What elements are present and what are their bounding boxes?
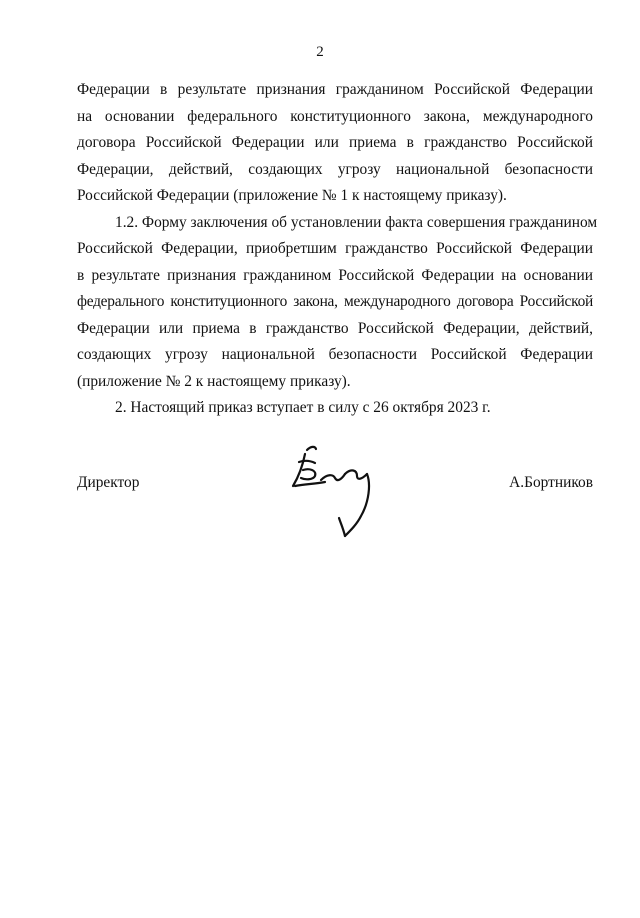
- text-line: Российской Федерации (приложение № 1 к настоящему приказу).: [77, 187, 507, 204]
- signatory-title: Директор: [77, 474, 140, 491]
- handwritten-signature-icon: [285, 440, 395, 540]
- document-body: [77, 77, 598, 422]
- text-line: договора Российской Федерации или приема в гражданство Российской: [77, 134, 593, 151]
- text-line: (приложение № 2 к настоящему приказу).: [77, 372, 351, 390]
- text-line: 1.2. Форму заключения об установлении факта совершения гражданином: [115, 213, 598, 231]
- signatory-name: А.Бортников: [509, 474, 593, 491]
- text-line: Федерации или приема в гражданство Российской Федерации, действий,: [77, 319, 593, 337]
- text-line: на основании федерального конституционного закона, международного: [77, 107, 593, 125]
- text-line: в результате признания гражданином Российской Федерации на основании: [77, 266, 593, 284]
- paragraph-continuation: [77, 77, 593, 210]
- text-line: федерального конституционного закона, международного договора Российской: [77, 293, 593, 310]
- text-line: 2. Настоящий приказ вступает в силу с 26 октября 2023 г.: [115, 399, 491, 416]
- page-number: 2: [316, 44, 324, 60]
- paragraph-2: [77, 395, 593, 422]
- text-line: Федерации, действий, создающих угрозу национальной безопасности: [77, 160, 593, 178]
- text-line: Российской Федерации, приобретшим гражданство Российской Федерации: [77, 240, 593, 257]
- paragraph-1-2: [77, 210, 598, 396]
- text-line: создающих угрозу национальной безопасности Российской Федерации: [77, 346, 593, 363]
- text-line: Федерации в результате признания гражданином Российской Федерации: [77, 81, 593, 98]
